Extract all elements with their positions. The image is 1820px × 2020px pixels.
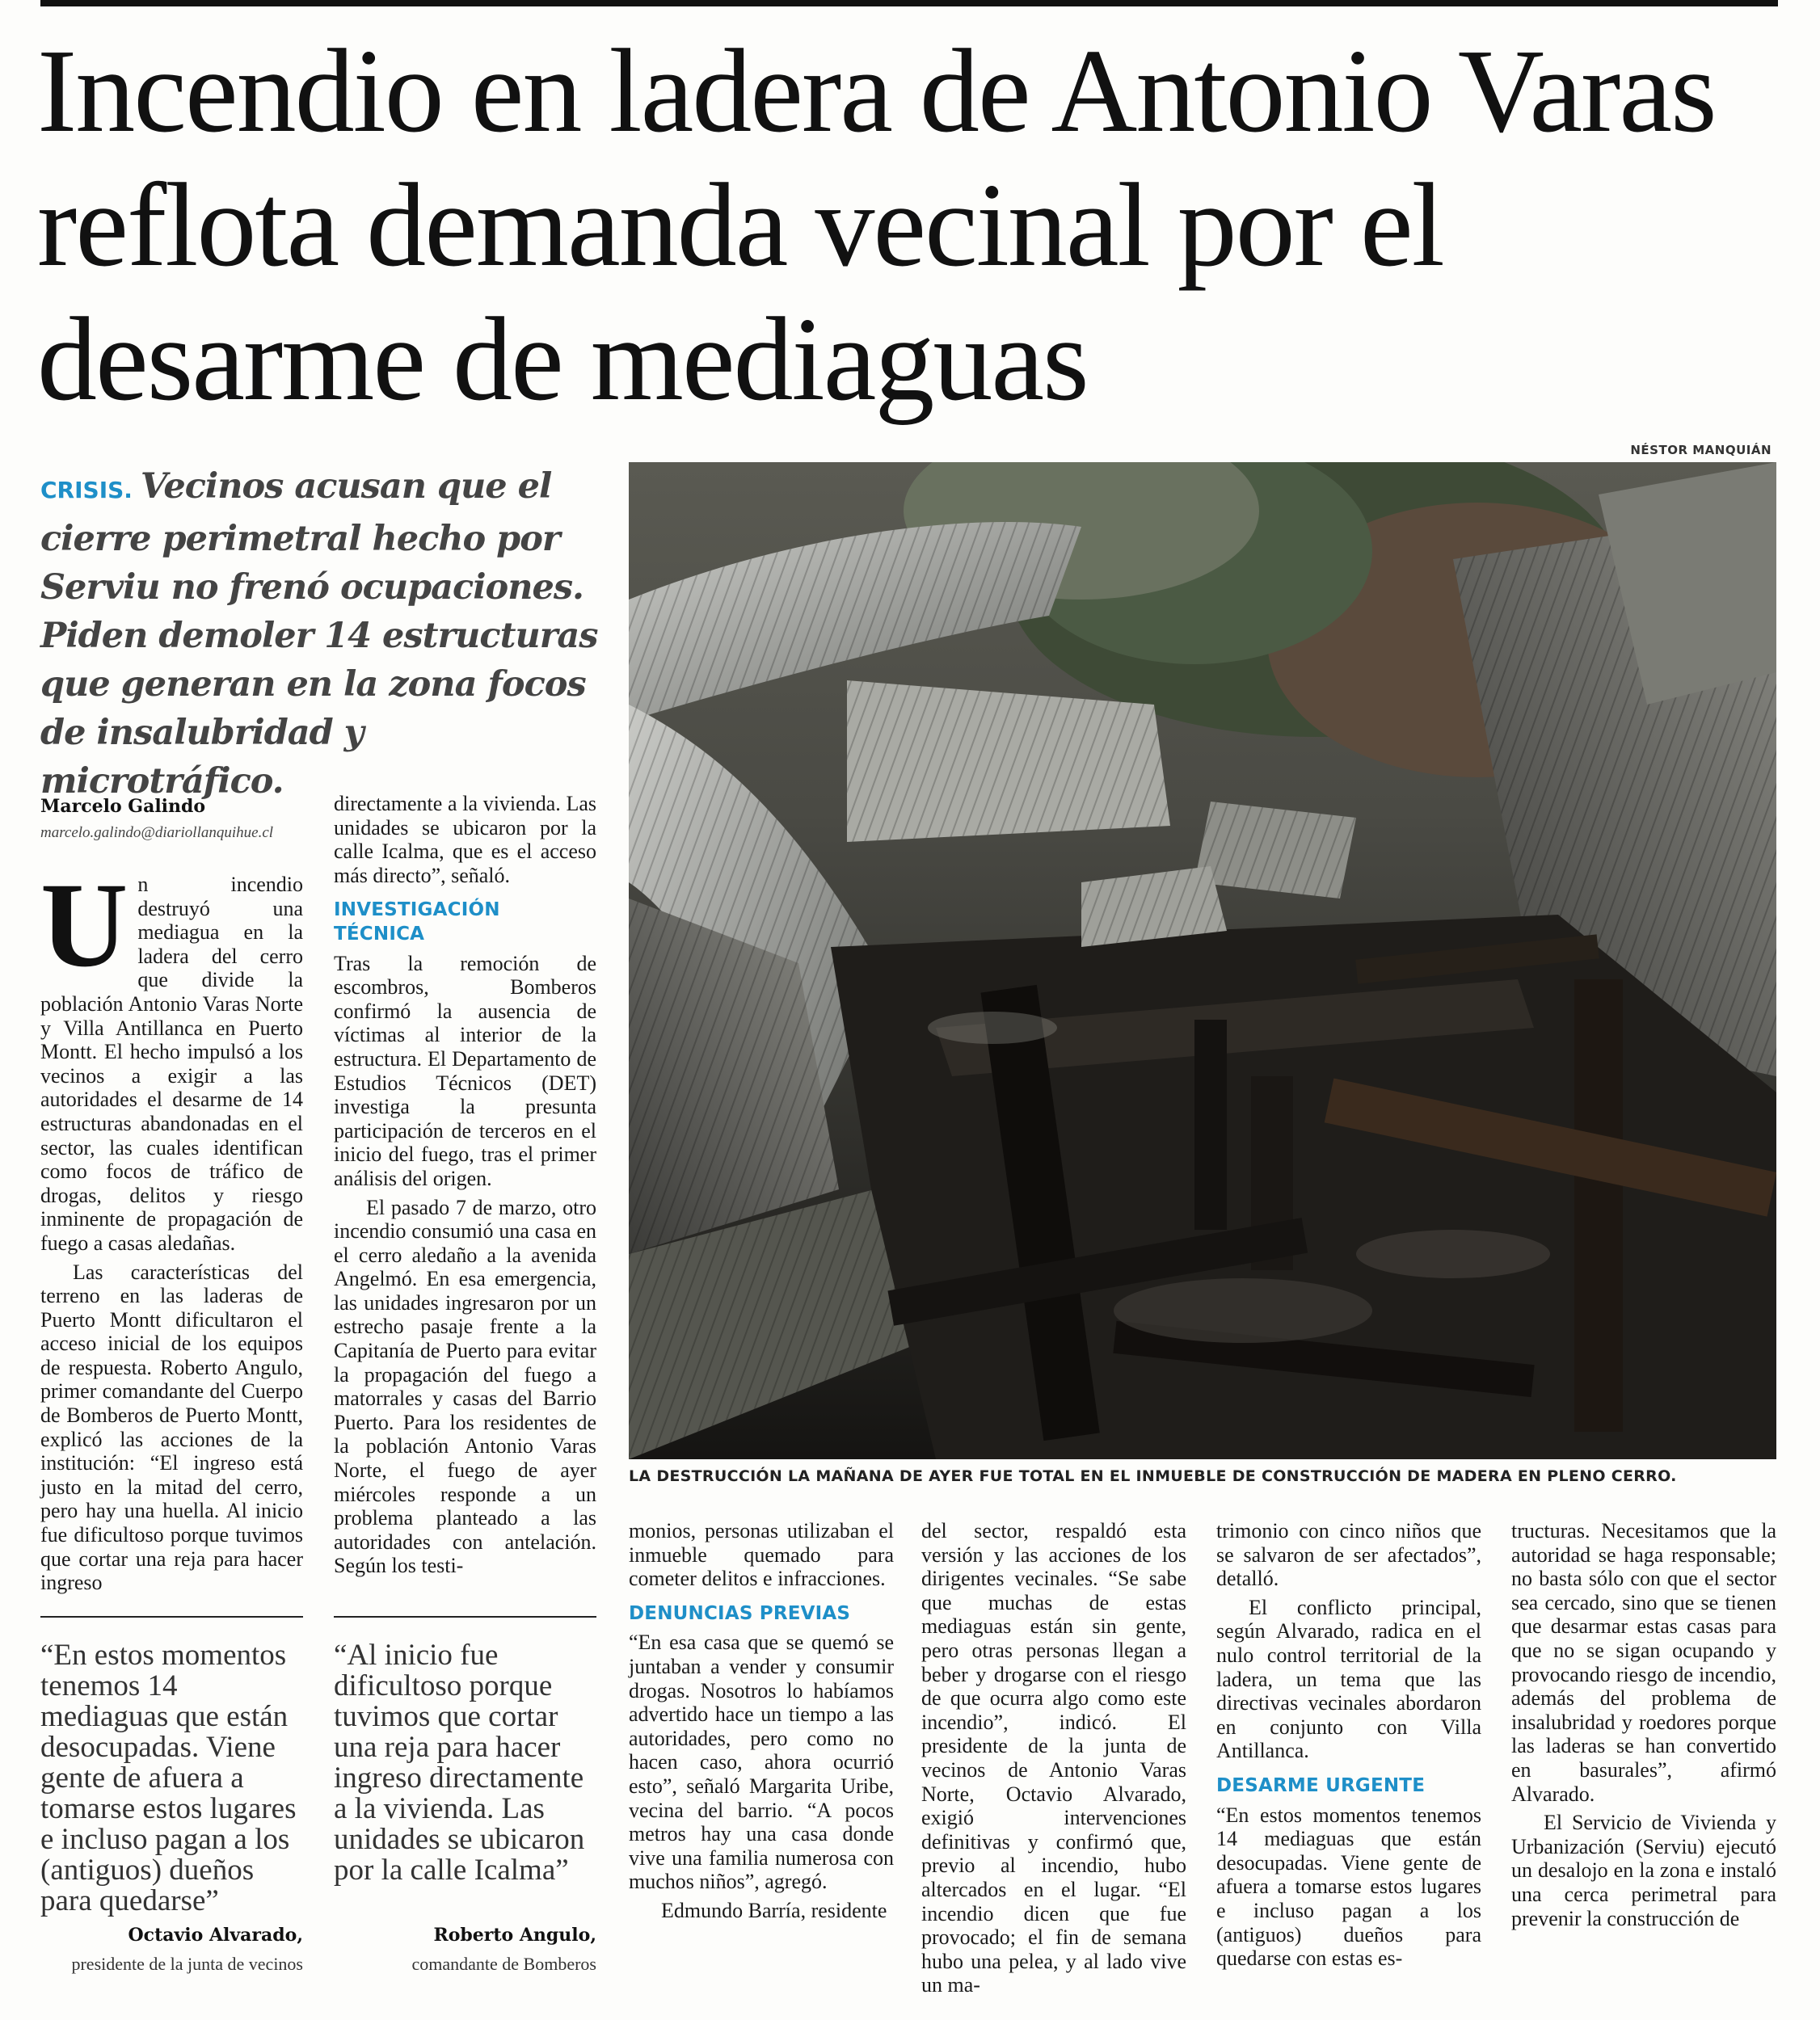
subhead-denuncias: DENUNCIAS PREVIAS: [629, 1602, 851, 1624]
pull-quote-2-author: Roberto Angulo,: [433, 1925, 596, 1946]
pull-quote-1: “En estos momentos tenemos 14 mediaguas que están desocupadas. Viene gente de afuera a tomarse estos lugares e incluso pagan a los (antiguos) dueños para quedarse”: [40, 1639, 297, 1917]
body-paragraph: “En esa casa que se quemó se juntaban a vender y consumir drogas. Nosotros lo habíamos advertido hace un tiempo a las autoridades, pero como no hacen caso, ahora ocurrió esto”, señaló Margarita Uribe, vecina del barrio. “A pocos metros hay una casa donde vive una familia numerosa con muchos niños”, agregó.: [629, 1631, 894, 1894]
body-paragraph: monios, personas utilizaban el inmueble quemado para cometer delitos e infracciones.: [629, 1519, 894, 1591]
body-paragraph: Tras la remoción de escombros, Bomberos confirmó la ausencia de víctimas al interior de la estructura. El Departamento de Estudios Técnicos (DET) investiga la presunta participación de terceros en el inicio del fuego, tras el primer análisis del origen.: [334, 951, 596, 1190]
column-5: [1216, 1519, 1481, 1976]
pull-quote-1-author: Octavio Alvarado,: [128, 1925, 303, 1946]
deck: [40, 462, 606, 806]
deck-text: Vecinos acusan que el cierre perimetral hecho por Serviu no frenó ocupaciones. Piden demoler 14 estructuras que generan en la zona focos de insalubridad y microtráfico.: [40, 466, 598, 802]
quote-divider: [334, 1616, 596, 1618]
headline: Incendio en ladera de Antonio Varas reflota demanda vecinal por el desarme de mediaguas: [37, 25, 1716, 426]
body-paragraph: “En estos momentos tenemos 14 mediaguas que están desocupadas. Viene gente de afuera a tomarse estos lugares e incluso pagan a los (antiguos) dueños para quedarse con estas es-: [1216, 1803, 1481, 1971]
pull-quote-1-role: presidente de la junta de vecinos: [71, 1954, 303, 1974]
subhead-desarme: DESARME URGENTE: [1216, 1774, 1426, 1796]
photo-caption: LA DESTRUCCIÓN LA MAÑANA DE AYER FUE TOTAL EN EL INMUEBLE DE CONSTRUCCIÓN DE MADERA EN PLENO CERRO.: [629, 1467, 1677, 1485]
body-paragraph: del sector, respaldó esta versión y las acciones de los dirigentes vecinales. “Se sabe que muchas de estas mediaguas están sin gente, pero otras personas llegan a beber y drogarse con el riesgo de que ocurra algo como este incendio”, indicó. El presidente de la junta de vecinos de Antonio Varas Norte, Octavio Alvarado, exigió intervenciones definitivas y confirmó que, previo al incendio, hubo altercados en el lugar. “El incendio dicen que fue provocado; el fin de semana hubo una pelea, y al lado vive un ma-: [921, 1519, 1186, 1997]
column-2: [334, 792, 596, 1583]
body-paragraph: El conflicto principal, según Alvarado, radica en el nulo control territorial de la ladera, un tema que las directivas vecinales abordaron en conjunto con Villa Antillanca.: [1216, 1595, 1481, 1763]
deck-kicker: CRISIS.: [40, 477, 133, 503]
pull-quote-2-role: comandante de Bomberos: [411, 1954, 596, 1974]
body-paragraph: tructuras. Necesitamos que la autoridad se haga responsable; no basta sólo con que el sector sea cercado, sino que se tienen que desarmar estas casas para que no se sigan ocupando y provocando riesgo de incendio, además del problema de insalubridad y roedores porque las laderas se han convertido en basurales”, afirmó Alvarado.: [1511, 1519, 1776, 1806]
photo-credit: NÉSTOR MANQUIÁN: [1630, 443, 1772, 457]
top-rule: [40, 0, 1778, 6]
body-paragraph: Las características del terreno en las laderas de Puerto Montt dificultaron el acceso inicial de los equipos de respuesta. Roberto Angulo, primer comandante del Cuerpo de Bomberos de Puerto Montt, explicó las acciones de la institución: “El ingreso está justo en la mitad del cerro, pero hay una huella. Al inicio fue dificultoso porque tuvimos que cortar una reja para hacer ingreso: [40, 1260, 303, 1595]
body-paragraph: [40, 858, 303, 1256]
column-1: [40, 858, 303, 1600]
column-3: [629, 1519, 894, 1928]
byline-email: marcelo.galindo@diariollanquihue.cl: [40, 824, 274, 841]
column-6: [1511, 1519, 1776, 1935]
body-paragraph: Edmundo Barría, residente: [661, 1898, 887, 1922]
quote-divider: [40, 1616, 303, 1618]
column-4: [921, 1519, 1186, 2002]
body-text: n incendio destruyó una mediagua en la ladera del cerro que divide la población Antonio Varas Norte y Villa Antillanca en Puerto Montt. El hecho impulsó a los vecinos a exigir a las autoridades el desarme de 14 estructuras abandonadas en el sector, las cuales identifican como focos de tráfico de drogas, delitos y riesgo inminente de propagación de fuego a casas aledañas.: [40, 873, 303, 1255]
byline-author: Marcelo Galindo: [40, 796, 206, 817]
body-paragraph: trimonio con cinco niños que se salvaron de ser afectados”, detalló.: [1216, 1519, 1481, 1591]
body-paragraph: directamente a la vivienda. Las unidades se ubicaron por la calle Icalma, que es el acceso más directo”, señaló.: [334, 792, 596, 887]
body-paragraph: El Servicio de Vivienda y Urbanización (Serviu) ejecutó un desalojo en la zona e instaló una cerca perimetral para prevenir la construcción de: [1511, 1811, 1776, 1930]
fire-debris-photo: [629, 462, 1776, 1459]
pull-quote-2: “Al inicio fue dificultoso porque tuvimos que cortar una reja para hacer ingreso directamente a la vivienda. Las unidades se ubicaron por la calle Icalma”: [334, 1639, 585, 1887]
subhead-investigacion: INVESTIGACIÓN TÉCNICA: [334, 899, 500, 945]
dropcap: U: [40, 858, 128, 992]
body-paragraph: El pasado 7 de marzo, otro incendio consumió una casa en el cerro aledaño a la avenida Angelmó. En esa emergencia, las unidades ingresaron por un estrecho pasaje frente a la Capitanía de Puerto para evitar la propagación del fuego a matorrales y casas del Barrio Puerto. Para los residentes de la población Antonio Varas Norte, el fuego de ayer miércoles responde a un problema planteado a las autoridades con antelación. Según los testi-: [334, 1195, 596, 1578]
